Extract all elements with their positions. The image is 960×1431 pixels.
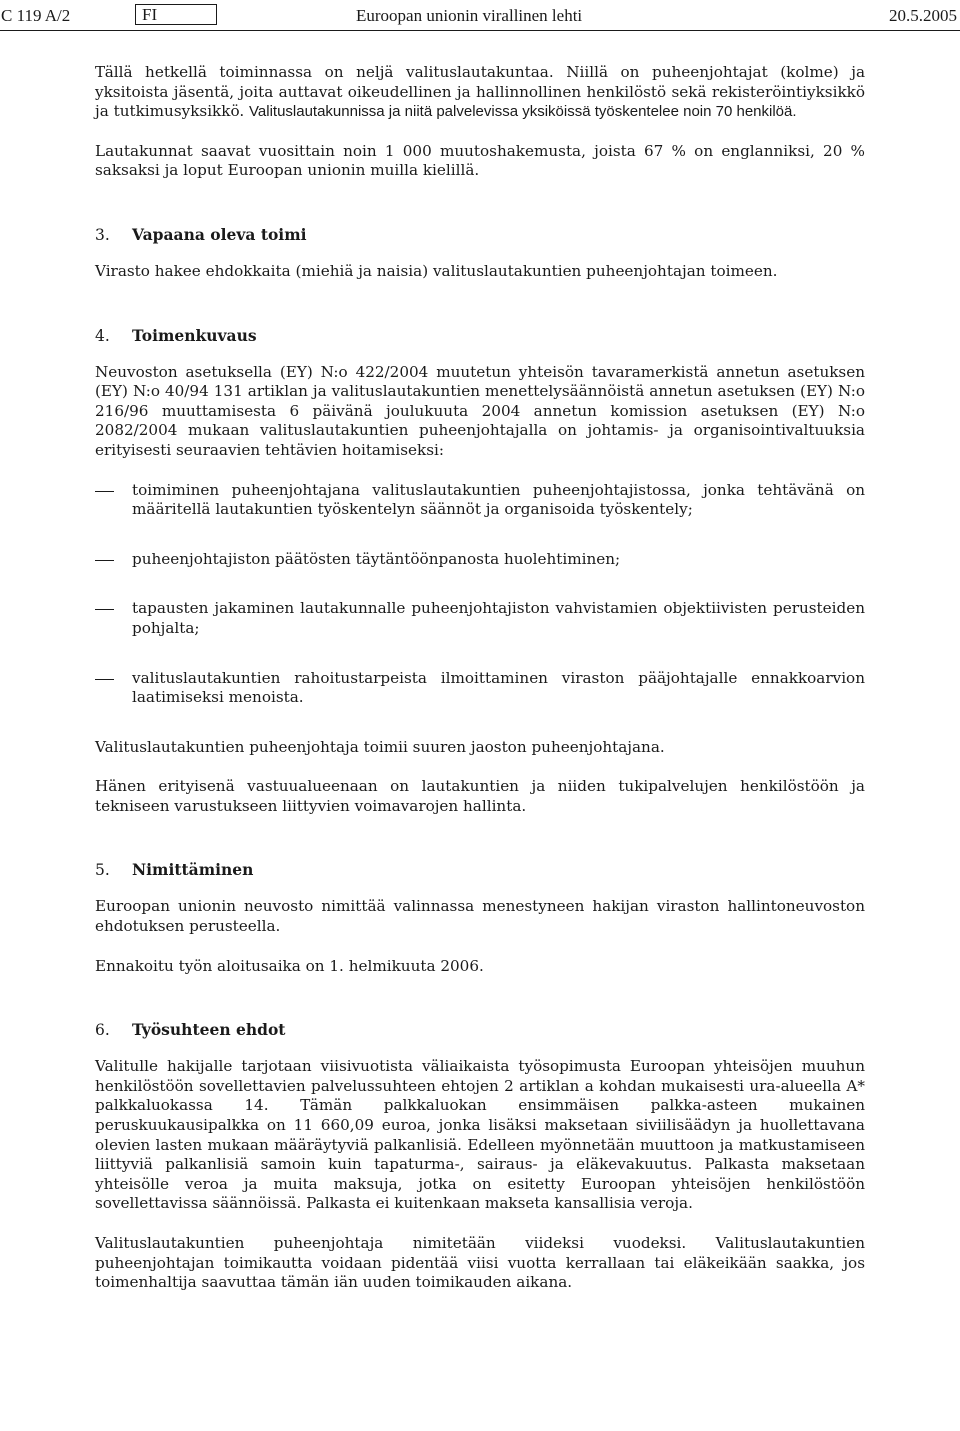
section-5-heading [95, 860, 865, 880]
publication-date: 20.5.2005 [889, 6, 957, 25]
list-item [95, 481, 865, 520]
intro-paragraph-2: Lautakunnat saavat vuosittain noin 1 000 muutoshakemusta, joista 67 % on englanniksi, 20 % saksaksi ja loput Euroopan unionin muilla kielillä. [95, 141, 865, 180]
section-4-heading [95, 326, 865, 346]
duties-list [95, 481, 865, 708]
list-item-text: toimiminen puheenjohtajana valituslautakuntien puheenjohtajistossa, jonka tehtävänä on määritellä lautakuntien työskentelyn säännöt ja organisoida työskentely; [132, 480, 865, 519]
section-5-paragraph-2: Ennakoitu työn aloitusaika on 1. helmikuuta 2006. [95, 956, 484, 975]
page-header [0, 6, 960, 26]
list-item-text: puheenjohtajiston päätösten täytäntöönpanosta huolehtiminen; [132, 549, 621, 568]
section-6-number: 6. [95, 1021, 110, 1040]
header-divider [0, 30, 960, 31]
section-4-number: 4. [95, 326, 110, 345]
section-3-paragraph: Virasto hakee ehdokkaita (miehiä ja naisia) valituslautakuntien puheenjohtajan toimeen. [95, 261, 778, 280]
document-body [95, 63, 865, 1313]
intro-paragraph-1-part-b: Valituslautakunnissa ja niitä palvelevissa yksiköissä työskentelee noin 70 henkilöä. [249, 103, 797, 121]
section-3-heading [95, 225, 865, 245]
list-item [95, 599, 865, 638]
section-4-paragraph-2: Valituslautakuntien puheenjohtaja toimii suuren jaoston puheenjohtajana. [95, 737, 665, 756]
section-6-paragraph-1: Valitulle hakijalle tarjotaan viisivuotista väliaikaista työsopimusta Euroopan yhteisöjen muuhun henkilöstöön sovellettavien palvelussuhteen ehtojen 2 artiklan a kohdan mukaisesti ura-alueella A* palkkaluokassa 14. Tämän palkkaluokan ensimmäisen palkka-asteen mukainen peruskuukausipalkka on 11 660,09 euroa, jonka lisäksi maksetaan siviilisäädyn ja huollettavana olevien lasten mukaan määräytyviä palkanlisiä. Edelleen myönnetään muuttoon ja matkustamiseen liittyviä palkanlisiä samoin kuin tapaturma-, sairaus- ja eläkevakuutus. Palkasta maksetaan yhteisölle veroa ja muita maksuja, jotka on esitetty Euroopan yhteisöjen henkilöstöön sovellettavissa säännöissä. Palkasta ei kuitenkaan makseta kansallisia veroja. [95, 1057, 865, 1213]
section-6-heading [95, 1020, 865, 1040]
section-6-paragraph-2: Valituslautakuntien puheenjohtaja nimitetään viideksi vuodeksi. Valituslautakuntien puheenjohtajan toimikautta voidaan pidentää viisi vuotta kerrallaan tai eläkeikään saakka, jos toimenhaltija saavuttaa tämän iän uuden toimikauden aikana. [95, 1234, 865, 1292]
dash-bullet [95, 679, 114, 680]
dash-bullet [95, 609, 114, 610]
dash-bullet [95, 560, 114, 561]
list-item [95, 550, 865, 570]
document-reference: C 119 A/2 [1, 6, 71, 25]
section-4-title: Toimenkuvaus [132, 325, 257, 345]
journal-title: Euroopan unionin virallinen lehti [356, 6, 583, 25]
section-3-number: 3. [95, 225, 110, 244]
section-4-intro-paragraph: Neuvoston asetuksella (EY) N:o 422/2004 muutetun yhteisön tavaramerkistä annetun asetuksen (EY) N:o 40/94 131 artiklan ja valituslautakuntien menettelysäännöistä annetun asetuksen (EY) N:o 216/96 muuttamisesta 6 päivänä joulukuuta 2004 annetun komission asetuksen (EY) N:o 2082/2004 mukaan valituslautakuntien puheenjohtajalla on johtamis- ja organisointivaltuuksia erityisesti seuraavien tehtävien hoitamiseksi: [95, 362, 865, 459]
list-item-text: valituslautakuntien rahoitustarpeista ilmoittaminen viraston pääjohtajalle ennakkoarvion laatimiseksi menoista. [132, 668, 865, 707]
section-5-title: Nimittäminen [132, 860, 254, 880]
section-5-paragraph-1: Euroopan unionin neuvosto nimittää valinnassa menestyneen hakijan viraston hallintoneuvoston ehdotuksen perusteella. [95, 897, 865, 936]
intro-paragraph-1 [95, 63, 865, 122]
section-3-title: Vapaana oleva toimi [132, 224, 307, 244]
section-5-number: 5. [95, 861, 110, 880]
language-code-box: FI [135, 4, 217, 25]
section-4-paragraph-3: Hänen erityisenä vastuualueenaan on lautakuntien ja niiden tukipalvelujen henkilöstöön ja tekniseen varustukseen liittyvien voimavarojen hallinta. [95, 777, 865, 815]
list-item [95, 669, 865, 708]
list-item-text: tapausten jakaminen lautakunnalle puheenjohtajiston vahvistamien objektiivisten perusteiden pohjalta; [132, 599, 865, 637]
dash-bullet [95, 491, 114, 492]
intro-paragraph-1-part-a: Tällä hetkellä toiminnassa on neljä valituslautakuntaa. Niillä on puheenjohtajat (kolme) ja yksitoista jäsentä, joita auttavat oikeudellinen ja hallinnollinen henkilöstö sekä rekisteröintiyksikkö ja tutkimusyksikkö. [95, 63, 865, 121]
section-6-title: Työsuhteen ehdot [132, 1020, 286, 1040]
